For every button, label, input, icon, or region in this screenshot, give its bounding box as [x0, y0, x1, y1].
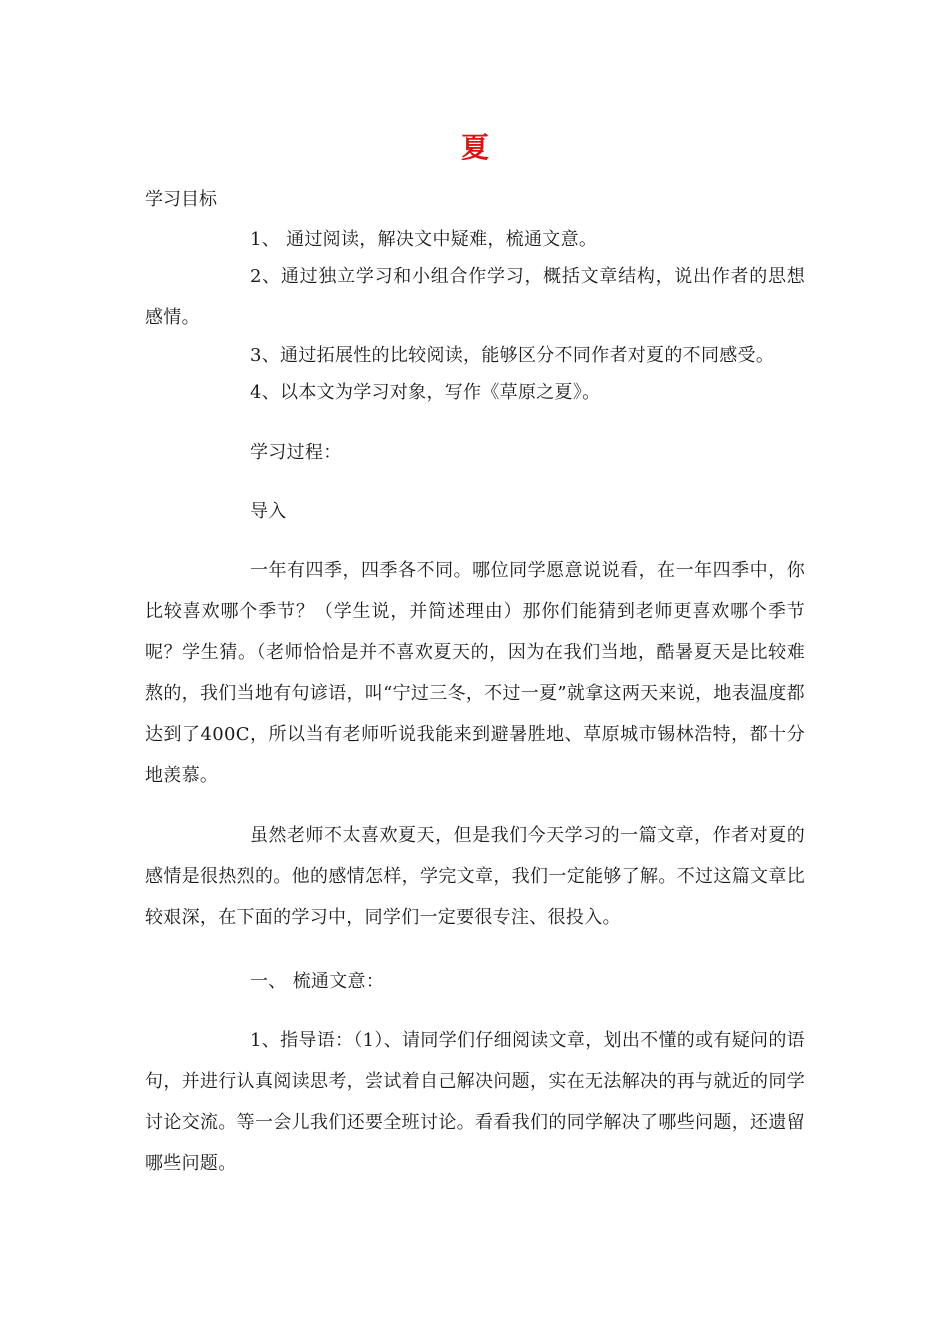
intro-heading: 导入 [250, 501, 287, 522]
process-heading: 学习过程： [250, 442, 342, 463]
document-title: 夏 [460, 131, 489, 164]
objective-item-2: 2、通过独立学习和小组合作学习，概括文章结构，说出作者的思想感情。 [145, 266, 805, 328]
objective-item-4: 4、以本文为学习对象，写作《草原之夏》。 [250, 382, 601, 403]
intro-paragraph-2: 虽然老师不太喜欢夏天，但是我们今天学习的一篇文章，作者对夏的感情是很热烈的。他的感情怎样，学完文章，我们一定能够了解。不过这篇文章比较艰深，在下面的学习中，同学们一定要很专注、很投入。 [145, 825, 805, 928]
section-one-heading: 一、 梳通文意： [250, 971, 385, 992]
section-one-paragraph-1: 1、指导语：（1）、请同学们仔细阅读文章，划出不懂的或有疑问的语句，并进行认真阅读思考，尝试着自己解决问题，实在无法解决的再与就近的同学讨论交流。等一会儿我们还要全班讨论。看看我们的同学解决了哪些问题，还遗留哪些问题。 [145, 1030, 805, 1174]
objective-item-1: 1、 通过阅读，解决文中疑难，梳通文意。 [250, 229, 598, 250]
objectives-heading: 学习目标 [145, 189, 217, 210]
objective-item-3: 3、通过拓展性的比较阅读，能够区分不同作者对夏的不同感受。 [250, 345, 775, 366]
intro-paragraph-1: 一年有四季，四季各不同。哪位同学愿意说说看，在一年四季中，你比较喜欢哪个季节？（学生说，并简述理由）那你们能猜到老师更喜欢哪个季节呢？学生猜。（老师恰恰是并不喜欢夏天的，因为在我们当地，酷暑夏天是比较难熬的，我们当地有句谚语，叫“宁过三冬，不过一夏”就拿这两天来说，地表温度都达到了400C，所以当有老师听说我能来到避暑胜地、草原城市锡林浩特，都十分地羡慕。 [145, 560, 805, 786]
